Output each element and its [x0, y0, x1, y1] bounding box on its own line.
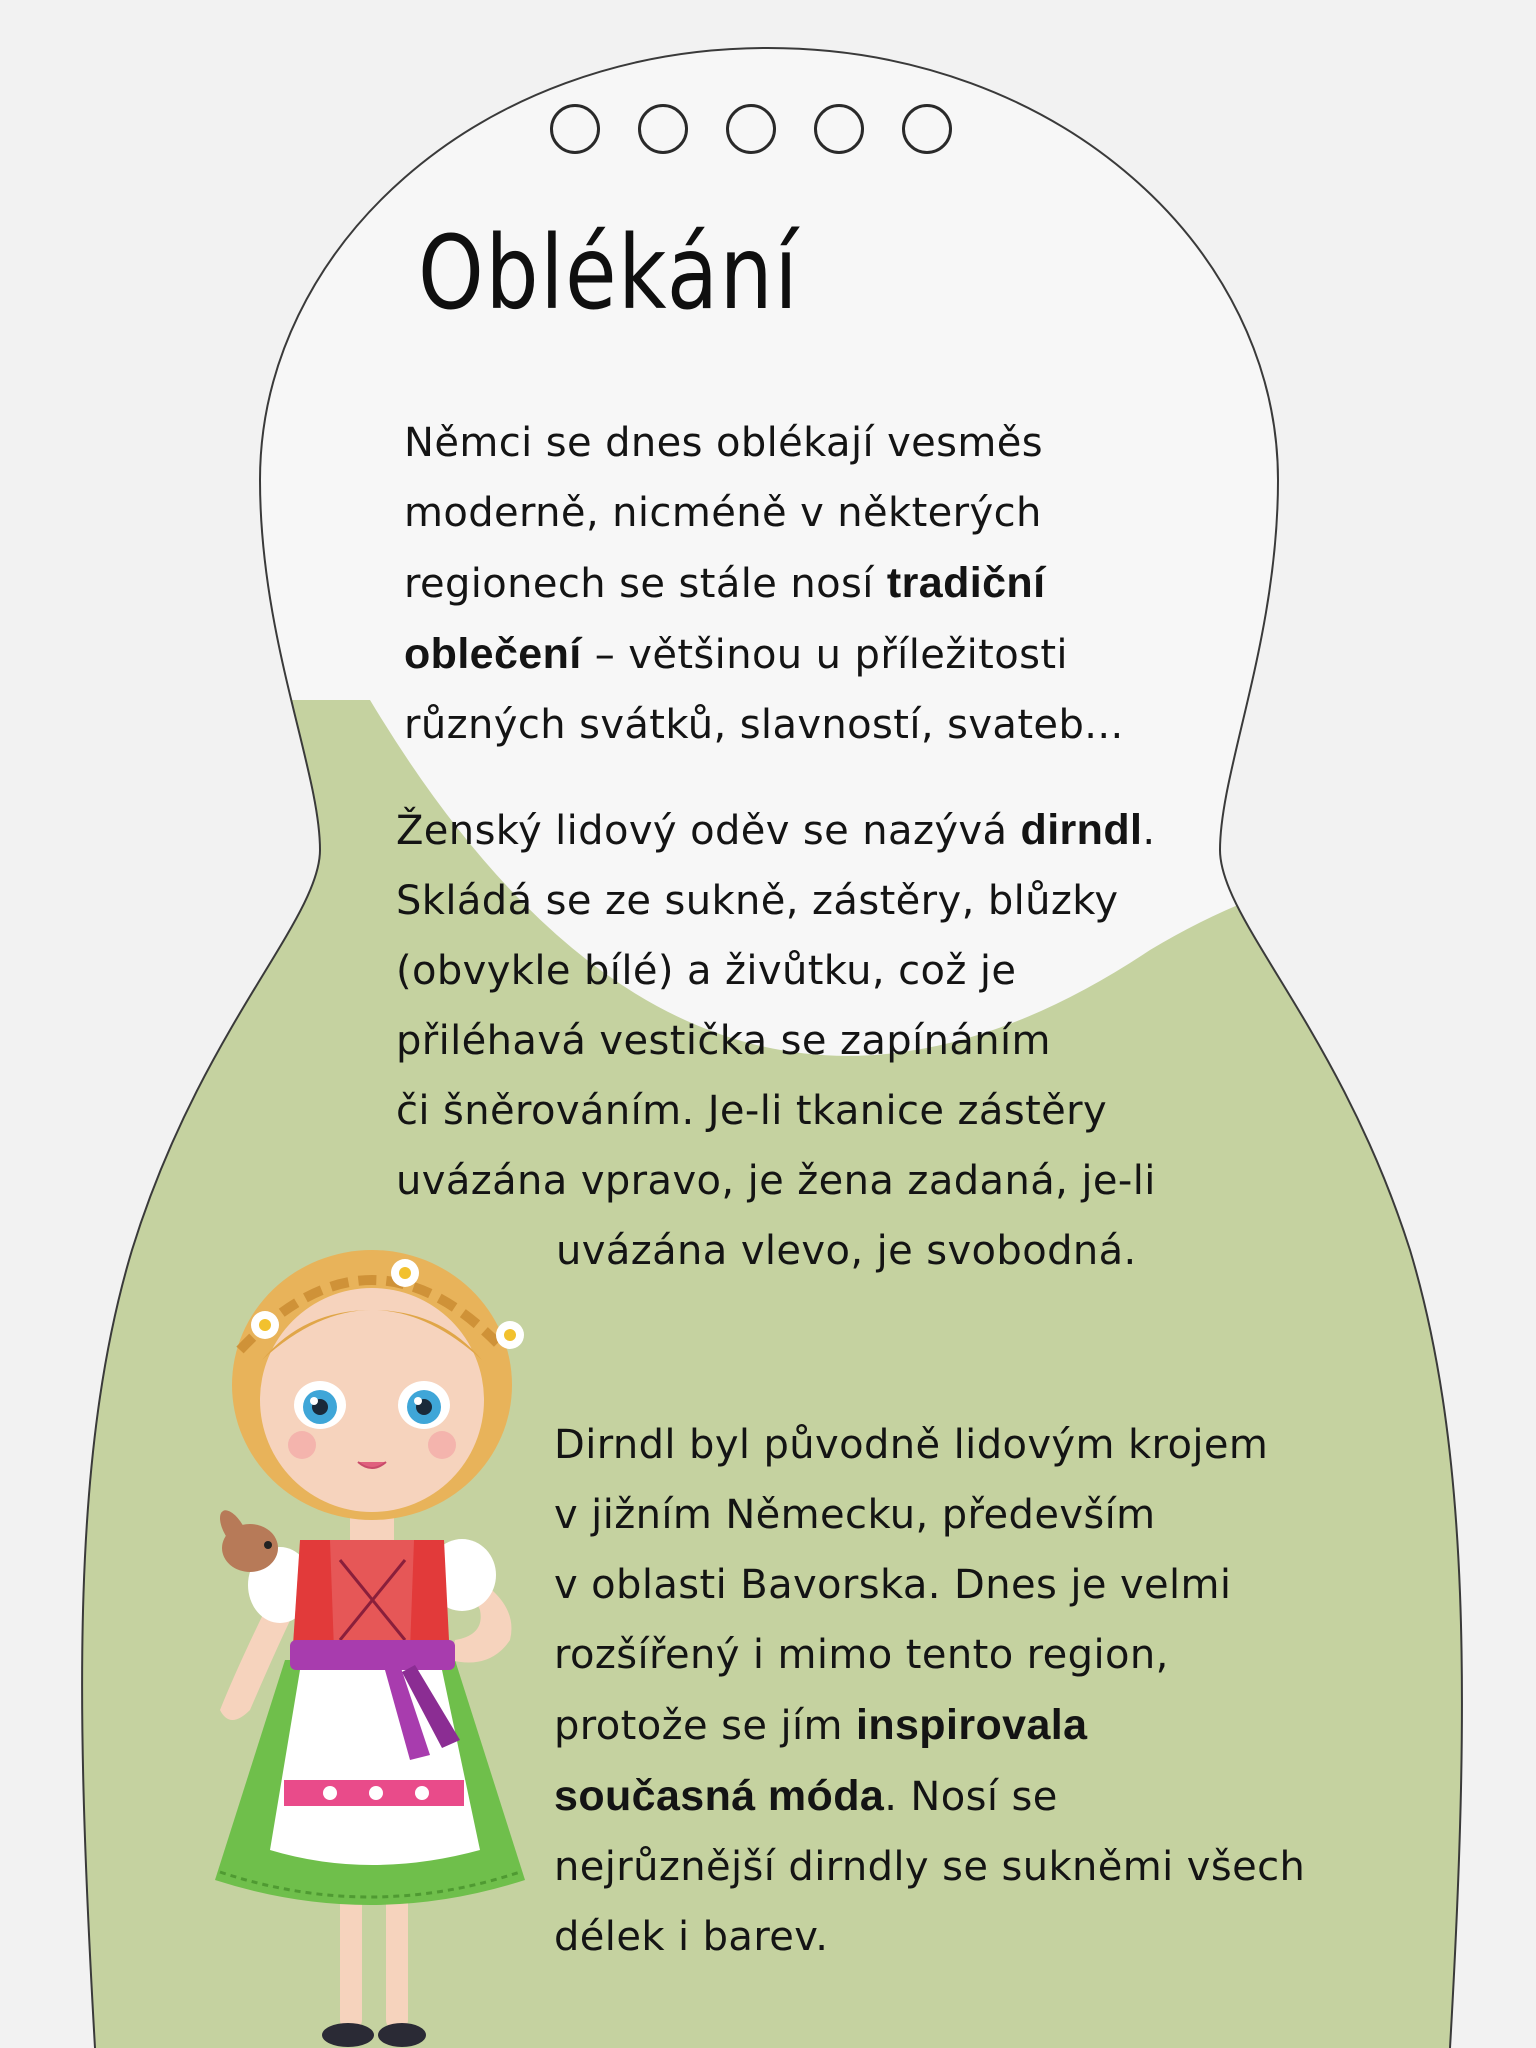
text-line: přiléhavá vestička se zapínáním — [396, 1018, 1051, 1064]
text-run: . — [1142, 808, 1156, 854]
text-run: . Nosí se — [884, 1774, 1058, 1820]
text-line: moderně, nicméně v některých — [404, 490, 1042, 536]
bold-term: oblečení — [404, 630, 582, 678]
circle-icon — [550, 104, 600, 154]
text-line — [396, 795, 1156, 866]
paragraph-intro — [404, 408, 1124, 760]
text-run: regionech se stále nosí — [404, 561, 887, 607]
text-line: (obvykle bílé) a živůtku, což je — [396, 948, 1017, 994]
text-line: Němci se dnes oblékají vesměs — [404, 420, 1044, 466]
text-line: v oblasti Bavorska. Dnes je velmi — [554, 1562, 1232, 1608]
text-run: – většinou u příležitosti — [581, 632, 1068, 678]
text-run: Ženský lidový oděv se nazývá — [396, 808, 1021, 854]
bold-term: dirndl — [1020, 806, 1143, 854]
paragraph-history — [554, 1410, 1305, 1972]
text-line: uvázána vpravo, je žena zadaná, je-li — [396, 1158, 1156, 1204]
text-line: různých svátků, slavností, svateb... — [404, 702, 1124, 748]
girl-in-dirndl-illustration — [180, 1240, 560, 2048]
text-line: uvázána vlevo, je svobodná. — [556, 1228, 1137, 1274]
text-run: protože se jím — [554, 1703, 856, 1749]
circle-icon — [638, 104, 688, 154]
bold-term: současná móda — [554, 1772, 885, 1820]
text-line: rozšířený i mimo tento region, — [554, 1632, 1169, 1678]
circle-icon — [902, 104, 952, 154]
text-line — [554, 1690, 1305, 1761]
text-line: Dirndl byl původně lidovým krojem — [554, 1422, 1269, 1468]
bold-term: inspirovala — [855, 1701, 1088, 1749]
bold-term: tradiční — [886, 559, 1046, 607]
circle-icon — [814, 104, 864, 154]
text-line — [404, 619, 1124, 690]
text-line — [554, 1761, 1305, 1832]
circle-icon — [726, 104, 776, 154]
page-title: Oblékání — [418, 214, 800, 333]
paragraph-dirndl — [396, 795, 1156, 1286]
text-line: či šněrováním. Je-li tkanice zástěry — [396, 1088, 1108, 1134]
text-line: v jižním Německu, především — [554, 1492, 1156, 1538]
text-line: nejrůznější dirndly se sukněmi všech — [554, 1844, 1306, 1890]
text-line — [404, 548, 1124, 619]
decorative-dots — [550, 104, 952, 154]
text-line: délek i barev. — [554, 1914, 829, 1960]
text-line: Skládá se ze sukně, zástěry, blůzky — [396, 878, 1119, 924]
